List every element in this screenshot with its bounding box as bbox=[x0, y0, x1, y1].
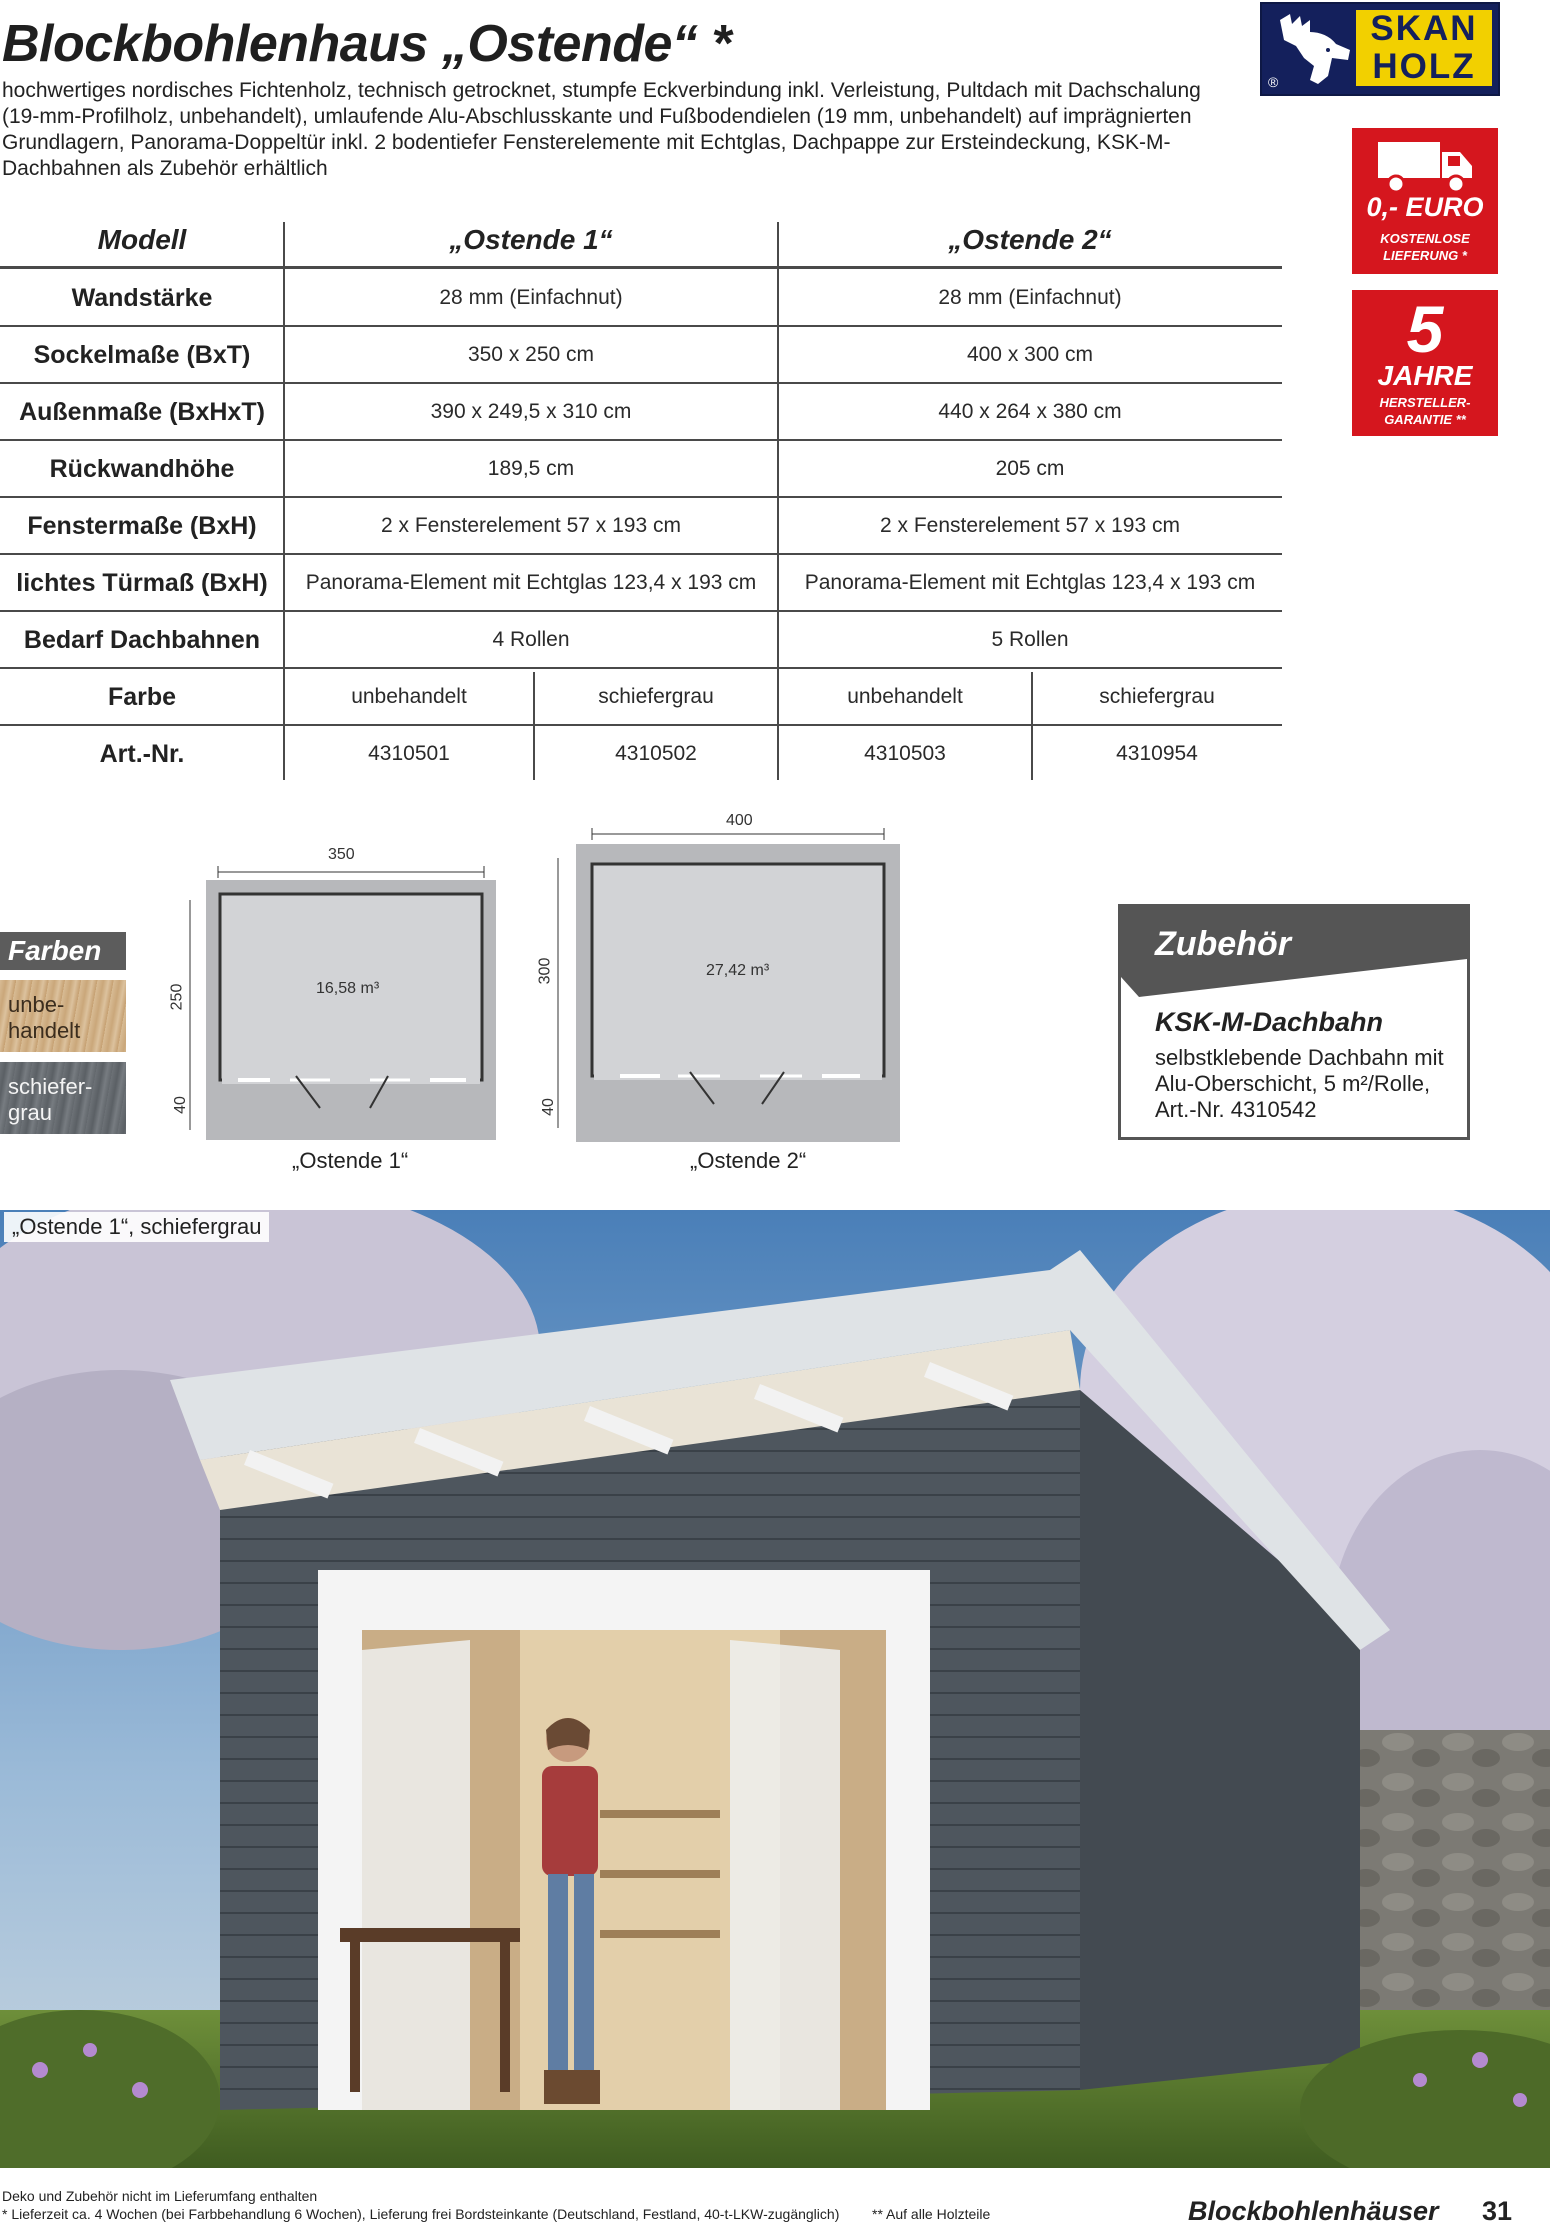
warranty-years: 5 bbox=[1406, 292, 1444, 366]
delivery-text-line2: LIEFERUNG * bbox=[1383, 248, 1467, 263]
warranty-text bbox=[1352, 394, 1498, 428]
header-model-1: „Ostende 1“ bbox=[449, 224, 613, 255]
truck-icon bbox=[1376, 138, 1474, 194]
row-label: Sockelmaße (BxT) bbox=[33, 340, 251, 369]
artnr-value: 4310502 bbox=[615, 742, 697, 765]
swatch-label-line1: schiefer- bbox=[8, 1074, 93, 1099]
spec-table bbox=[0, 212, 1282, 780]
photo-caption: „Ostende 1“, schiefergrau bbox=[4, 1212, 269, 1242]
logo-line1: SKAN bbox=[1370, 9, 1478, 48]
page-number: 31 bbox=[1482, 2196, 1513, 2226]
row-label: Rückwandhöhe bbox=[49, 454, 235, 483]
farbe-value: unbehandelt bbox=[351, 685, 467, 708]
swatch-label-line1: unbe- bbox=[8, 992, 65, 1017]
accessory-line2: Alu-Oberschicht, 5 m²/Rolle, bbox=[1155, 1071, 1431, 1096]
row-value-2: 28 mm (Einfachnut) bbox=[938, 286, 1122, 309]
row-value-2: Panorama-Element mit Echtglas 123,4 x 193 cm bbox=[804, 571, 1256, 594]
delivery-text bbox=[1352, 230, 1498, 264]
product-description: hochwertiges nordisches Fichtenholz, technisch getrocknet, stumpfe Eckverbindung inkl. Verleistung, Pultdach mit Dachschalung (19-mm-Profilholz, unbehandelt), umlaufende Alu-Abschlusskante und Fußbodendielen (19 mm, unbehandelt) auf imprägnierten Grundlagern, Panorama-Doppeltür inkl. 2 bodentiefer Fensterelemente mit Echtglas, Dachpappe zur Ersteindeckung, KSK-M-Dachbahnen als Zubehör erhältlich bbox=[2, 79, 1201, 180]
table-row bbox=[0, 270, 1282, 326]
artnr-value: 4310503 bbox=[864, 742, 946, 765]
floor-plan-ostende-1 bbox=[160, 840, 500, 1180]
row-value-2: 400 x 300 cm bbox=[966, 343, 1094, 366]
row-value-2: 440 x 264 x 380 cm bbox=[938, 400, 1122, 423]
footer-note-delivery: * Lieferzeit ca. 4 Wochen (bei Farbbehandlung 6 Wochen), Lieferung frei Bordsteinkante (Deutschland, Festland, 40-t-LKW-zugänglich) bbox=[2, 2206, 840, 2222]
plan-width-label: 400 bbox=[726, 812, 753, 829]
table-row bbox=[0, 327, 1282, 383]
plan-area-label: 27,42 m³ bbox=[706, 962, 770, 979]
header-label: Modell bbox=[97, 224, 187, 255]
artnr-value: 4310501 bbox=[368, 742, 450, 765]
table-row bbox=[0, 384, 1282, 440]
row-label: lichtes Türmaß (BxH) bbox=[16, 568, 268, 597]
plan-caption: „Ostende 1“ bbox=[292, 1148, 409, 1173]
row-value-1: 2 x Fensterelement 57 x 193 cm bbox=[381, 514, 681, 537]
row-value-1: 350 x 250 cm bbox=[467, 343, 595, 366]
skanholz-logo bbox=[1260, 2, 1500, 96]
artnr-value: 4310954 bbox=[1116, 742, 1198, 765]
swatch-label-line2: grau bbox=[8, 1100, 53, 1125]
row-value-1: Panorama-Element mit Echtglas 123,4 x 193 cm bbox=[305, 571, 757, 594]
row-value-2: 2 x Fensterelement 57 x 193 cm bbox=[880, 514, 1180, 537]
header-model-2: „Ostende 2“ bbox=[948, 224, 1112, 255]
page-title: Blockbohlenhaus „Ostende“ * bbox=[2, 15, 732, 73]
swatch-label-line2: handelt bbox=[8, 1018, 81, 1043]
table-divider bbox=[533, 672, 535, 780]
floor-plan-ostende-2 bbox=[530, 808, 910, 1180]
accessory-description bbox=[1155, 1045, 1455, 1123]
accessory-line1: selbstklebende Dachbahn mit bbox=[1155, 1045, 1444, 1070]
table-row bbox=[0, 441, 1282, 497]
row-value-2: 205 cm bbox=[995, 457, 1065, 480]
delivery-text-line1: KOSTENLOSE bbox=[1380, 231, 1470, 246]
plan-area-label: 16,58 m³ bbox=[316, 980, 380, 997]
footer-note-deko: Deko und Zubehör nicht im Lieferumfang enthalten bbox=[2, 2188, 318, 2204]
table-divider bbox=[283, 222, 285, 780]
logo-wordmark bbox=[1356, 10, 1492, 86]
row-label: Fenstermaße (BxH) bbox=[27, 511, 257, 540]
plan-caption: „Ostende 2“ bbox=[690, 1148, 807, 1173]
table-row bbox=[0, 612, 1282, 668]
accessory-name: KSK-M-Dachbahn bbox=[1155, 1007, 1383, 1037]
plan-depth-label: 300 bbox=[536, 957, 554, 985]
logo-line2: HOLZ bbox=[1372, 47, 1476, 86]
row-label: Farbe bbox=[107, 682, 177, 711]
warranty-text-line2: GARANTIE ** bbox=[1384, 412, 1466, 427]
table-row-artnr bbox=[0, 726, 1282, 782]
free-delivery-badge bbox=[1352, 128, 1498, 274]
table-rule bbox=[0, 266, 1282, 269]
swatch-schiefergrau bbox=[0, 1062, 126, 1134]
farbe-value: unbehandelt bbox=[847, 685, 963, 708]
footer-note-warranty: ** Auf alle Holzteile bbox=[872, 2206, 991, 2222]
table-row-farbe bbox=[0, 669, 1282, 725]
row-value-2: 5 Rollen bbox=[991, 628, 1069, 651]
warranty-unit: JAHRE bbox=[1377, 360, 1473, 391]
footer-section-title: Blockbohlenhäuser bbox=[1188, 2196, 1439, 2226]
plan-depth-label: 250 bbox=[168, 983, 186, 1011]
table-divider bbox=[1031, 672, 1033, 780]
farbe-value: schiefergrau bbox=[1099, 685, 1215, 708]
garden-house-illustration bbox=[0, 1210, 1550, 2168]
table-row bbox=[0, 555, 1282, 611]
row-value-1: 4 Rollen bbox=[492, 628, 570, 651]
registered-mark: ® bbox=[1268, 74, 1279, 90]
table-header-row bbox=[0, 212, 1282, 268]
row-value-1: 390 x 249,5 x 310 cm bbox=[430, 400, 632, 423]
row-label: Bedarf Dachbahnen bbox=[23, 625, 261, 654]
plan-front-label: 40 bbox=[171, 1096, 189, 1114]
table-divider bbox=[777, 222, 779, 780]
row-label: Wandstärke bbox=[71, 283, 213, 312]
row-label: Außenmaße (BxHxT) bbox=[19, 397, 265, 426]
colors-heading: Farben bbox=[0, 932, 126, 970]
accessory-line3: Art.-Nr. 4310542 bbox=[1155, 1097, 1317, 1122]
table-row bbox=[0, 498, 1282, 554]
delivery-price: 0,- EURO bbox=[1366, 192, 1484, 222]
swatch-unbehandelt bbox=[0, 980, 126, 1052]
row-value-1: 28 mm (Einfachnut) bbox=[439, 286, 623, 309]
warranty-badge bbox=[1352, 290, 1498, 436]
product-photo bbox=[0, 1210, 1550, 2168]
plan-width-label: 350 bbox=[328, 846, 355, 863]
accessory-box bbox=[1118, 904, 1470, 1140]
row-label: Art.-Nr. bbox=[99, 739, 185, 768]
warranty-text-line1: HERSTELLER- bbox=[1379, 395, 1471, 410]
row-value-1: 189,5 cm bbox=[487, 457, 575, 480]
plan-front-label: 40 bbox=[539, 1098, 557, 1116]
accessory-heading: Zubehör bbox=[1155, 925, 1291, 963]
farbe-value: schiefergrau bbox=[598, 685, 714, 708]
moose-icon bbox=[1270, 10, 1356, 88]
